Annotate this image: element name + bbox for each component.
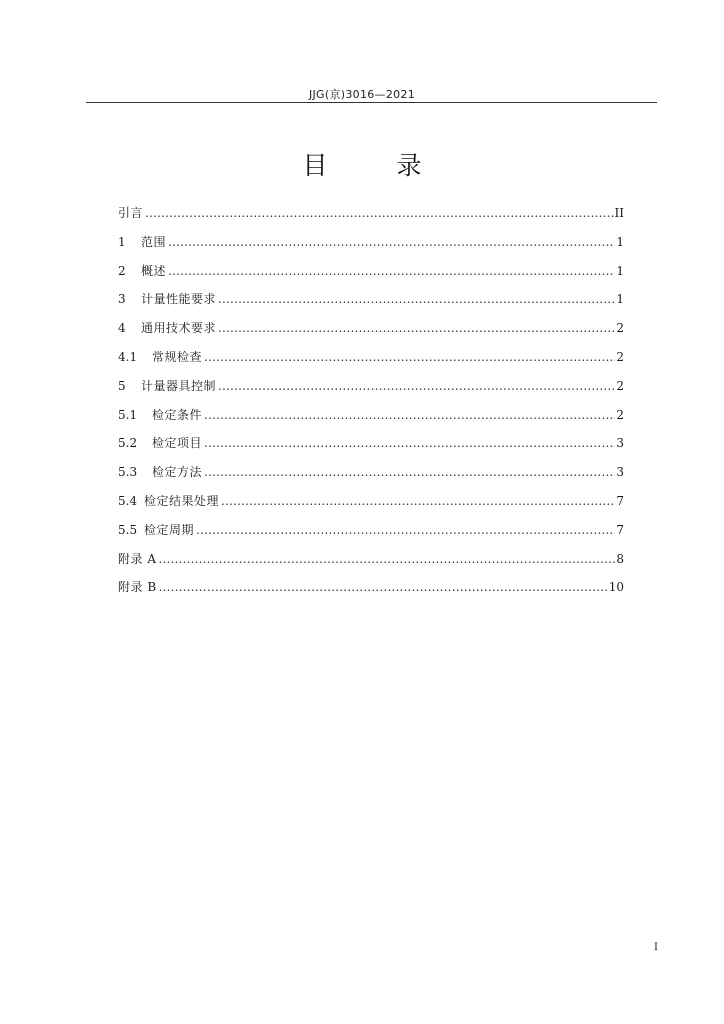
toc-entry-appendix-b[interactable] xyxy=(118,578,624,607)
toc-entry-page: 1 xyxy=(616,292,624,307)
toc-entry-text: 计量性能要求 xyxy=(141,292,217,307)
toc-entry-number: 2 xyxy=(118,263,126,278)
toc-entry-1[interactable] xyxy=(118,233,624,262)
toc-entry-text: 引言 xyxy=(118,206,144,220)
toc-entry-text: 通用技术要求 xyxy=(141,321,217,336)
toc-entry-page: 2 xyxy=(616,349,624,364)
toc-entry-page: II xyxy=(614,206,624,220)
toc-leader-dots xyxy=(159,578,608,596)
toc-entry-text: 计量器具控制 xyxy=(141,378,217,393)
toc-entry-number: 4 xyxy=(118,321,126,336)
toc-entry-number: 5.1 xyxy=(118,407,138,422)
toc-leader-dots xyxy=(168,262,615,280)
toc-entry-number: 5.5 xyxy=(118,522,138,537)
toc-entry-page: 2 xyxy=(616,321,624,336)
toc-entry-page: 8 xyxy=(616,551,624,566)
toc-entry-4-1[interactable] xyxy=(118,348,624,377)
toc-entry-number: 5.2 xyxy=(118,436,138,451)
toc-entry-4[interactable] xyxy=(118,319,624,348)
toc-entry-text: 检定条件 xyxy=(152,407,203,422)
toc-entry-page: 2 xyxy=(616,407,624,422)
toc-entry-text: 常规检查 xyxy=(152,349,203,364)
toc-leader-dots xyxy=(218,290,615,308)
toc-entry-5[interactable] xyxy=(118,377,624,406)
toc-leader-dots xyxy=(204,463,615,481)
toc-entry-page: 3 xyxy=(616,465,624,480)
toc-entry-5-4[interactable] xyxy=(118,492,624,521)
toc-entry-page: 1 xyxy=(616,263,624,278)
toc-leader-dots xyxy=(218,377,615,395)
toc-entry-5-1[interactable] xyxy=(118,406,624,435)
header-rule xyxy=(86,102,657,103)
toc-leader-dots xyxy=(204,406,615,424)
toc-entry-text: 检定结果处理 xyxy=(144,493,220,508)
toc-leader-dots xyxy=(218,319,615,337)
toc-leader-dots xyxy=(221,492,615,510)
toc-leader-dots xyxy=(204,348,615,366)
toc-entry-page: 1 xyxy=(616,234,624,249)
toc-leader-dots xyxy=(158,550,615,568)
toc-entry-text: 概述 xyxy=(141,263,167,278)
toc-entry-page: 3 xyxy=(616,436,624,451)
toc-entry-page: 2 xyxy=(616,378,624,393)
toc-entry-5-2[interactable] xyxy=(118,434,624,463)
toc-entry-text: 检定周期 xyxy=(144,522,195,537)
toc-entry-page: 7 xyxy=(616,493,624,508)
toc-entry-number: 5.3 xyxy=(118,465,138,480)
toc-entry-number: 4.1 xyxy=(118,349,138,364)
page-number: I xyxy=(654,942,658,953)
toc-leader-dots xyxy=(204,434,615,452)
table-of-contents xyxy=(118,204,624,607)
toc-entry-5-3[interactable] xyxy=(118,463,624,492)
toc-entry-text: 范围 xyxy=(141,234,167,249)
toc-entry-text: 附录 B xyxy=(118,580,157,595)
toc-entry-number: 1 xyxy=(118,234,126,249)
toc-entry-page: 7 xyxy=(616,522,624,537)
toc-entry-number: 3 xyxy=(118,292,126,307)
toc-entry-3[interactable] xyxy=(118,290,624,319)
toc-entry-text: 检定方法 xyxy=(152,465,203,480)
toc-entry-2[interactable] xyxy=(118,262,624,291)
toc-entry-text: 检定项目 xyxy=(152,436,203,451)
toc-entry-number: 5 xyxy=(118,378,126,393)
toc-entry-appendix-a[interactable] xyxy=(118,550,624,579)
toc-leader-dots xyxy=(196,521,615,539)
toc-entry-5-5[interactable] xyxy=(118,521,624,550)
toc-entry-foreword[interactable] xyxy=(118,204,624,233)
toc-title: 目 录 xyxy=(302,151,444,180)
toc-leader-dots xyxy=(145,204,614,222)
toc-entry-text: 附录 A xyxy=(118,551,157,566)
toc-entry-number: 5.4 xyxy=(118,493,138,508)
toc-entry-page: 10 xyxy=(608,580,624,595)
toc-leader-dots xyxy=(168,233,615,251)
running-header: JJG(京)3016—2021 xyxy=(308,88,416,101)
